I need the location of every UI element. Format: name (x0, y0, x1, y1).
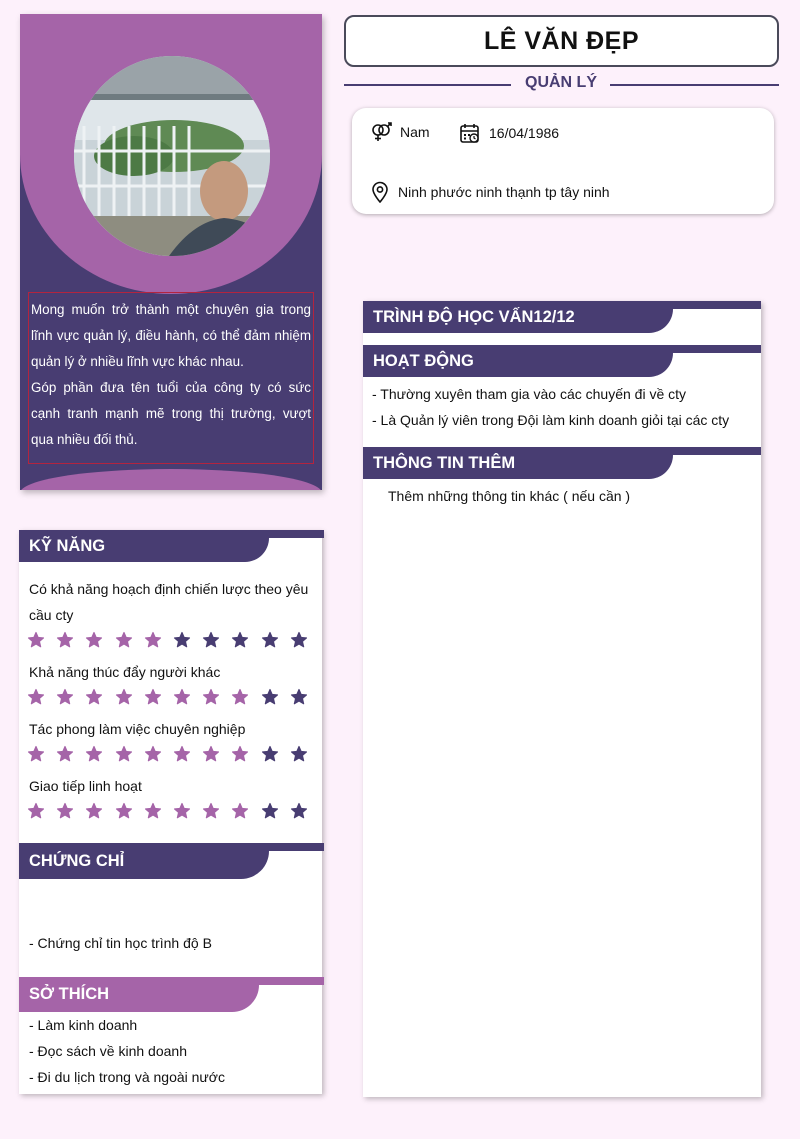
hobby-item: - Làm kinh doanh (29, 1017, 138, 1033)
star-icon (85, 688, 114, 708)
divider-line (344, 84, 511, 86)
hobby-item: - Đọc sách về kinh doanh (29, 1043, 187, 1059)
address-info (370, 181, 610, 203)
hobbies-title: SỞ THÍCH (19, 977, 219, 1012)
gender-info (370, 122, 430, 142)
gender-icon (370, 122, 392, 142)
skills-section-header (19, 530, 324, 562)
hobby-item: - Đi du lịch trong và ngoài nước (29, 1069, 225, 1085)
contact-card (352, 108, 774, 214)
star-icon (202, 802, 231, 822)
star-icon (85, 745, 114, 765)
star-icon (290, 688, 319, 708)
skill-name: Giao tiếp linh hoạt (29, 778, 142, 794)
star-icon (231, 688, 260, 708)
birthday-value: 16/04/1986 (489, 125, 560, 141)
more-info-section-header (363, 447, 761, 479)
star-icon (85, 802, 114, 822)
divider-line (610, 84, 779, 86)
skill-rating (27, 745, 319, 765)
skills-title: KỸ NĂNG (19, 530, 229, 562)
full-name: LÊ VĂN ĐẸP (344, 15, 779, 67)
certificate-item: - Chứng chỉ tin học trình độ B (29, 935, 212, 951)
star-icon (231, 745, 260, 765)
star-icon (202, 688, 231, 708)
star-icon (56, 745, 85, 765)
birthday-info (459, 122, 559, 144)
job-position: QUẢN LÝ (525, 74, 597, 91)
skill-name: Có khả năng hoạch định chiến lược theo yêu cầu cty (29, 581, 309, 623)
star-icon (144, 688, 173, 708)
certificates-title: CHỨNG CHỈ (19, 843, 229, 879)
star-icon (173, 745, 202, 765)
star-icon (202, 745, 231, 765)
activities-title: HOẠT ĐỘNG (363, 345, 633, 377)
star-icon (173, 631, 202, 651)
objective-paragraph-1: Mong muốn trở thành một chuyên gia trong lĩnh vực quản lý, điều hành, có thể đảm nhiệm quản lý ở nhiều lĩnh vực khác nhau. (31, 302, 311, 369)
career-objective (28, 292, 314, 464)
star-icon (27, 745, 56, 765)
skill-rating (27, 631, 319, 651)
star-icon (290, 802, 319, 822)
location-pin-icon (370, 181, 390, 203)
activities-section-header (363, 345, 761, 377)
star-icon (231, 631, 260, 651)
star-icon (173, 802, 202, 822)
calendar-icon (459, 122, 481, 144)
certificates-section-header (19, 843, 324, 879)
star-icon (56, 688, 85, 708)
more-info-text: Thêm những thông tin khác ( nếu cần ) (388, 488, 631, 504)
star-icon (144, 631, 173, 651)
star-icon (27, 688, 56, 708)
skill-name: Khả năng thúc đẩy người khác (29, 664, 221, 680)
profile-card (20, 14, 322, 490)
star-icon (56, 631, 85, 651)
avatar (74, 56, 270, 256)
star-icon (261, 802, 290, 822)
star-icon (115, 688, 144, 708)
star-icon (115, 631, 144, 651)
star-icon (173, 688, 202, 708)
position-row (344, 74, 779, 96)
star-icon (231, 802, 260, 822)
address-value: Ninh phước ninh thạnh tp tây ninh (398, 184, 610, 200)
skill-rating (27, 688, 319, 708)
star-icon (27, 802, 56, 822)
skill-name: Tác phong làm việc chuyên nghiệp (29, 721, 246, 737)
gender-value: Nam (400, 124, 430, 140)
star-icon (115, 802, 144, 822)
activity-item: - Là Quản lý viên trong Đội làm kinh doanh giỏi tại các cty (372, 412, 730, 428)
profile-footer-shape (20, 469, 322, 490)
star-icon (202, 631, 231, 651)
hobbies-section-header (19, 977, 324, 1012)
star-icon (290, 631, 319, 651)
activity-item: - Thường xuyên tham gia vào các chuyến đi về cty (372, 386, 687, 402)
skill-rating (27, 802, 319, 822)
star-icon (290, 745, 319, 765)
star-icon (261, 745, 290, 765)
education-section-header (363, 301, 761, 333)
star-icon (115, 745, 144, 765)
star-icon (144, 745, 173, 765)
more-info-title: THÔNG TIN THÊM (363, 447, 633, 479)
star-icon (85, 631, 114, 651)
star-icon (27, 631, 56, 651)
star-icon (261, 631, 290, 651)
education-title: TRÌNH ĐỘ HỌC VẤN12/12 (363, 301, 633, 333)
star-icon (56, 802, 85, 822)
objective-paragraph-2: Góp phần đưa tên tuổi của công ty có sức cạnh tranh mạnh mẽ trong thị trường, vượt qua nhiều đối thủ. (31, 380, 311, 447)
star-icon (261, 688, 290, 708)
star-icon (144, 802, 173, 822)
